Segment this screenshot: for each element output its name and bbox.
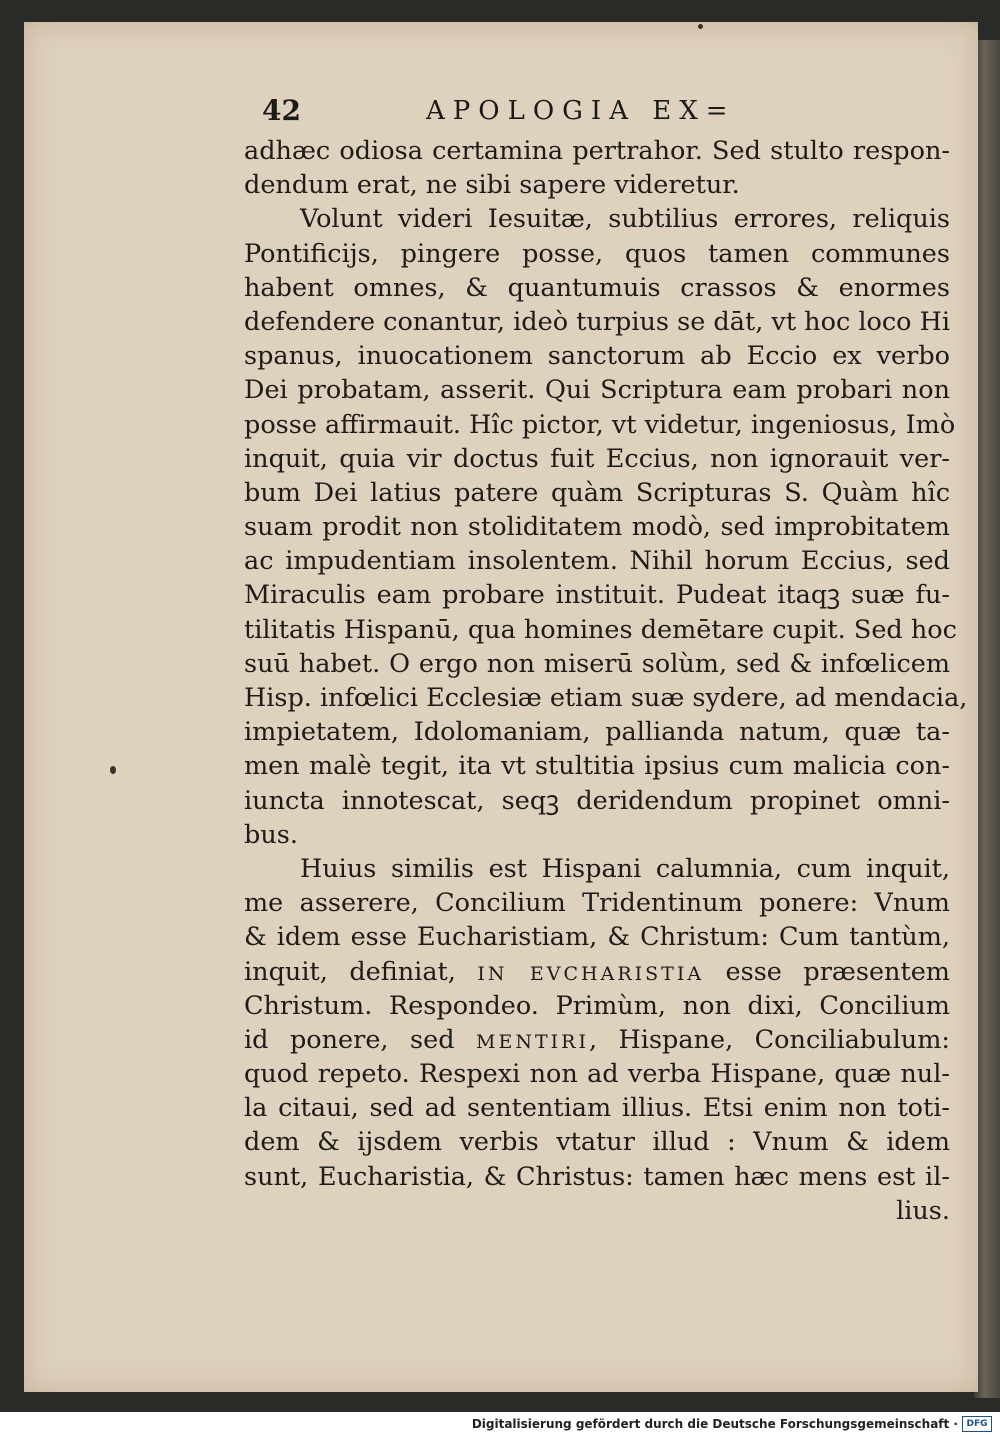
text-line: Dei probatam, asserit. Qui Scriptura eam probari non — [244, 375, 950, 406]
body-text — [244, 134, 968, 1228]
text-line: dendum erat, ne sibi sapere videretur. — [244, 170, 740, 201]
text-line: suam prodit non stoliditatem modò, sed improbitatem — [244, 512, 950, 543]
text-line: Christum. Respondeo. Primùm, non dixi, Concilium — [244, 990, 950, 1021]
page-number: 42 — [262, 94, 301, 127]
funding-credit: Digitalisierung gefördert durch die Deutsche Forschungsgemeinschaft · — [471, 1417, 958, 1431]
text-line: lius. — [896, 1195, 950, 1226]
small-caps-phrase: MENTIRI — [476, 1030, 589, 1053]
page-header — [262, 94, 782, 134]
text-line: & idem esse Eucharistiam, & Christum: Cum tantùm, — [244, 922, 950, 953]
text-line: suū habet. O ergo non miserū solùm, sed & infœlicem — [244, 648, 950, 679]
ink-speck — [698, 24, 703, 29]
text-line: tilitatis Hispanū, qua homines demētare cupit. Sed hoc — [244, 614, 957, 645]
running-title: APOLOGIA EX= — [426, 96, 736, 126]
text-fragment: esse præsentem — [725, 956, 950, 987]
dfg-logo-icon: DFG — [962, 1416, 992, 1432]
text-line: impietatem, Idolomaniam, palliandа natum, quæ ta- — [244, 717, 950, 748]
text-line: habent omnes, & quantumuis crassos & enormes — [244, 272, 950, 303]
text-line — [244, 955, 950, 989]
ink-speck — [110, 766, 116, 774]
text-line: spanus, inuocationem sanctorum ab Eccio ex verbo — [244, 341, 950, 372]
text-line: la citaui, sed ad sententiam illius. Etsi enim non toti- — [244, 1093, 950, 1124]
text-line: Huius similis est Hispani calumnia, cum inquit, — [300, 853, 950, 884]
text-line — [244, 1023, 950, 1057]
text-line: sunt, Eucharistia, & Christus: tamen hæc mens est il- — [244, 1161, 950, 1192]
text-line: defendere conantur, ideò turpius se dāt, vt hoc loco Hi — [244, 306, 950, 337]
text-line: dem & ijsdem verbis vtatur illud : Vnum & idem — [244, 1127, 950, 1158]
text-line: Hisp. infœlici Ecclesiæ etiam suæ sydere, ad mendacia, — [244, 683, 968, 713]
text-line: Miraculis eam probare instituit. Pudeat itaqꝫ suæ fu- — [244, 580, 950, 611]
text-line: Volunt videri Iesuitæ, subtilius errores, reliquis — [300, 204, 950, 235]
text-line: quod repeto. Respexi non ad verba Hispane, quæ nul- — [244, 1059, 950, 1090]
text-line: inquit, quia vir doctus fuit Eccius, non ignorauit ver- — [244, 443, 950, 474]
text-line: men malè tegit, ita vt stultitia ipsius cum malicia con- — [244, 751, 950, 782]
text-fragment: , Hispane, Conciliabulum: — [588, 1024, 950, 1055]
text-line: bum Dei latius patere quàm Scripturas S. Quàm hîc — [244, 477, 950, 508]
small-caps-phrase: IN EVCHARISTIA — [477, 962, 705, 985]
text-line: iuncta innotescat, seqꝫ deridendum propinet omni- — [244, 785, 950, 816]
text-line: me asserere, Concilium Tridentinum ponere: Vnum — [244, 888, 950, 919]
text-fragment: id ponere, sed — [244, 1024, 455, 1055]
text-line: ac impudentiam insolentem. Nihil horum Eccius, sed — [244, 546, 950, 577]
text-fragment: inquit, definiat, — [244, 956, 456, 987]
text-line: Pontificijs, pingere posse, quos tamen communes — [244, 238, 950, 269]
digitization-footer — [0, 1412, 1000, 1435]
text-line: bus. — [244, 819, 298, 850]
text-line: adhæc odiosa certamina pertrahor. Sed stulto respon- — [244, 136, 950, 166]
text-line: posse affirmauit. Hîc pictor, vt videtur, ingeniosus, Imò — [244, 409, 956, 440]
